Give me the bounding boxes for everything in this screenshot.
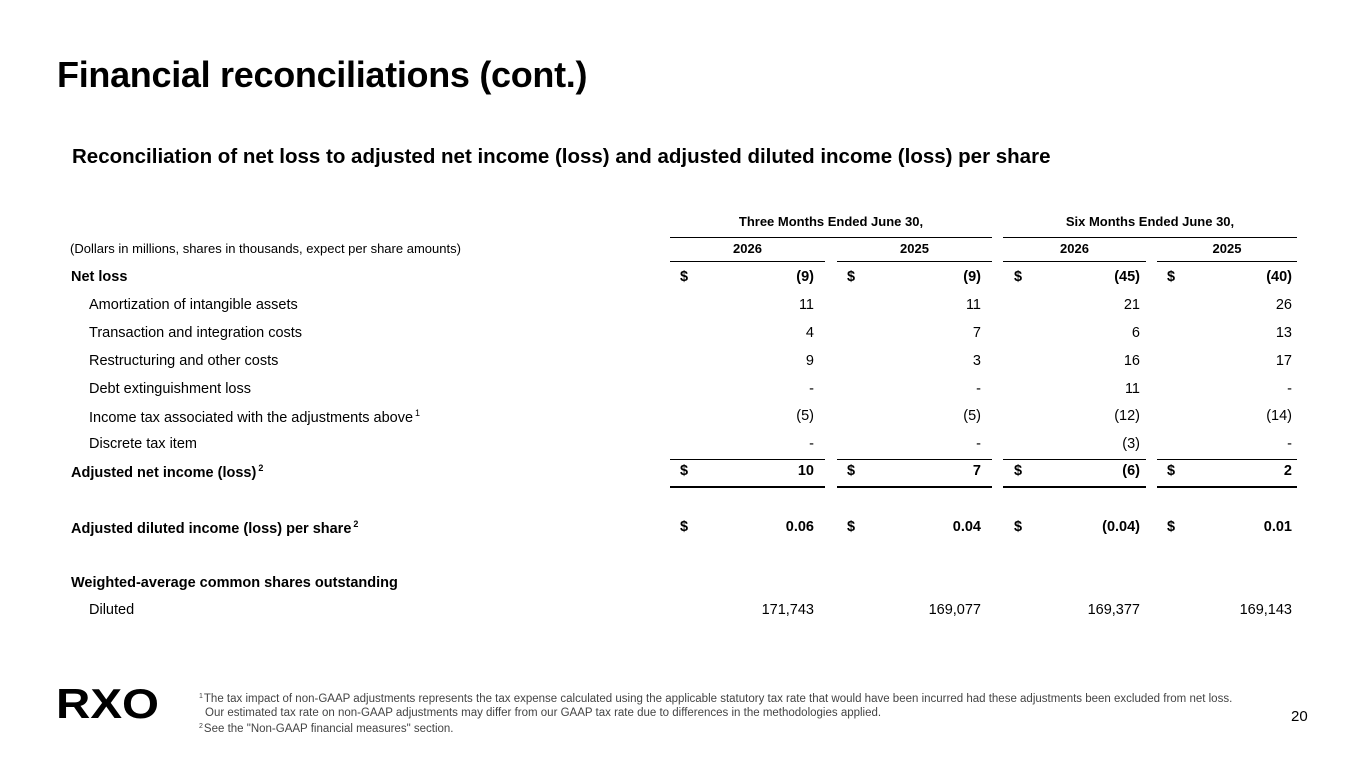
table-row <box>0 295 1365 317</box>
cell-value: - <box>1287 436 1292 452</box>
cell-value: (12) <box>1114 408 1140 424</box>
table-row <box>0 600 1365 622</box>
footnotes <box>199 690 1239 736</box>
cell-value: - <box>1287 381 1292 397</box>
table-row <box>0 573 1365 595</box>
cell-value: (5) <box>796 408 814 424</box>
subtotal-rule <box>1157 459 1297 460</box>
total-rule <box>1157 486 1297 488</box>
row-label <box>89 353 278 369</box>
cell-value: - <box>976 436 981 452</box>
row-label-text: Diluted <box>89 602 135 618</box>
cell-value: 9 <box>805 353 814 369</box>
column-header: 2026 <box>1060 241 1089 256</box>
cell-value: 169,077 <box>928 602 981 618</box>
row-label <box>71 519 358 537</box>
row-label <box>71 463 263 481</box>
cell-value: 0.04 <box>952 519 981 535</box>
currency-symbol: $ <box>1014 269 1023 285</box>
column-header: 2025 <box>1212 241 1242 256</box>
header-rule <box>670 237 992 238</box>
table-subtitle: Reconciliation of net loss to adjusted net income (loss) and adjusted diluted income (loss) per share <box>72 145 1051 168</box>
currency-symbol: $ <box>847 519 856 535</box>
table-row <box>0 517 1365 539</box>
cell-value: 6 <box>1131 325 1140 341</box>
footnote-2 <box>199 720 1239 736</box>
row-label-text: Discrete tax item <box>89 436 197 452</box>
row-label <box>89 602 134 618</box>
total-rule <box>837 486 992 488</box>
row-label-text: Adjusted net income (loss) <box>71 465 257 481</box>
cell-value: - <box>976 381 981 397</box>
cell-value: 169,377 <box>1087 602 1140 618</box>
footnote-mark: 1 <box>199 693 203 700</box>
currency-symbol: $ <box>1014 463 1023 479</box>
cell-value: 17 <box>1275 353 1292 369</box>
cell-value: 10 <box>797 463 814 479</box>
footnote-mark: 2 <box>199 723 203 730</box>
cell-value: 7 <box>972 463 981 479</box>
cell-value: (6) <box>1122 463 1140 479</box>
row-label <box>71 269 127 285</box>
cell-value: (0.04) <box>1102 519 1140 535</box>
cell-value: 169,143 <box>1239 602 1292 618</box>
row-label-text: Net loss <box>71 269 128 285</box>
cell-value: 26 <box>1275 297 1292 313</box>
currency-symbol: $ <box>680 519 689 535</box>
footnote-1 <box>199 690 1239 720</box>
total-rule <box>670 486 825 488</box>
cell-value: (9) <box>963 269 981 285</box>
currency-symbol: $ <box>1167 519 1176 535</box>
cell-value: 16 <box>1123 353 1140 369</box>
logo-text: RXO <box>56 683 159 721</box>
row-label <box>89 408 420 426</box>
cell-value: 13 <box>1275 325 1292 341</box>
row-label <box>89 381 251 397</box>
table-row <box>0 406 1365 428</box>
currency-symbol: $ <box>1014 519 1023 535</box>
row-label-text: Amortization of intangible assets <box>89 297 298 313</box>
cell-value: (14) <box>1266 408 1292 424</box>
table-row <box>0 351 1365 373</box>
cell-value: (5) <box>963 408 981 424</box>
footnote-text: The tax impact of non-GAAP adjustments represents the tax expense calculated using the applicable statutory tax rate that would have been incurred had these adjustments been excluded from net loss. Our estimated tax rate on non-GAAP adjustments may differ from our GAAP tax rate due to differences in the methodologies applied. <box>203 693 1233 719</box>
cell-value: - <box>809 436 814 452</box>
table-row <box>0 434 1365 456</box>
cell-value: 11 <box>798 297 814 313</box>
cell-value: (45) <box>1114 269 1140 285</box>
cell-value: 21 <box>1123 297 1140 313</box>
row-label-text: Income tax associated with the adjustments above <box>89 410 414 426</box>
column-rule <box>837 261 992 262</box>
column-header: 2026 <box>733 241 762 256</box>
cell-value: (40) <box>1266 269 1292 285</box>
cell-value: 171,743 <box>761 602 814 618</box>
column-rule <box>1157 261 1297 262</box>
cell-value: 0.01 <box>1263 519 1292 535</box>
page-number: 20 <box>1291 708 1308 725</box>
column-rule <box>670 261 825 262</box>
currency-symbol: $ <box>1167 269 1176 285</box>
total-rule <box>1003 486 1146 488</box>
subtotal-rule <box>837 459 992 460</box>
cell-value: 11 <box>965 297 981 313</box>
footnote-reference: 2 <box>353 519 359 529</box>
header-rule <box>1003 237 1297 238</box>
cell-value: 0.06 <box>785 519 814 535</box>
cell-value: (3) <box>1122 436 1140 452</box>
currency-symbol: $ <box>680 269 689 285</box>
table-row <box>0 379 1365 401</box>
subtotal-rule <box>670 459 825 460</box>
row-label <box>89 325 302 341</box>
currency-symbol: $ <box>680 463 689 479</box>
table-row <box>0 461 1365 483</box>
table-row <box>0 323 1365 345</box>
column-header: 2025 <box>900 241 929 256</box>
page-title: Financial reconciliations (cont.) <box>57 54 588 95</box>
column-rule <box>1003 261 1146 262</box>
row-label <box>71 575 398 591</box>
row-label <box>89 436 197 452</box>
group-header-six-months: Six Months Ended June 30, <box>1065 214 1235 229</box>
cell-value: 2 <box>1283 463 1292 479</box>
cell-value: 7 <box>972 325 981 341</box>
row-label-text: Transaction and integration costs <box>89 325 303 341</box>
group-header-three-months: Three Months Ended June 30, <box>738 214 924 229</box>
units-note: (Dollars in millions, shares in thousands, expect per share amounts) <box>70 241 461 256</box>
table-row <box>0 267 1365 289</box>
cell-value: - <box>809 381 814 397</box>
cell-value: 4 <box>805 325 814 341</box>
row-label-text: Adjusted diluted income (loss) per share <box>71 521 352 537</box>
footnote-text: See the "Non-GAAP financial measures" section. <box>203 723 454 735</box>
rxo-logo <box>56 683 160 721</box>
currency-symbol: $ <box>1167 463 1176 479</box>
footnote-reference: 2 <box>258 463 264 473</box>
currency-symbol: $ <box>847 463 856 479</box>
footnote-reference: 1 <box>415 408 421 418</box>
row-label-text: Restructuring and other costs <box>89 353 279 369</box>
row-label <box>89 297 298 313</box>
row-label-text: Weighted-average common shares outstanding <box>71 575 398 591</box>
cell-value: 11 <box>1124 381 1140 397</box>
row-label-text: Debt extinguishment loss <box>89 381 251 397</box>
cell-value: 3 <box>972 353 981 369</box>
subtotal-rule <box>1003 459 1146 460</box>
currency-symbol: $ <box>847 269 856 285</box>
cell-value: (9) <box>796 269 814 285</box>
